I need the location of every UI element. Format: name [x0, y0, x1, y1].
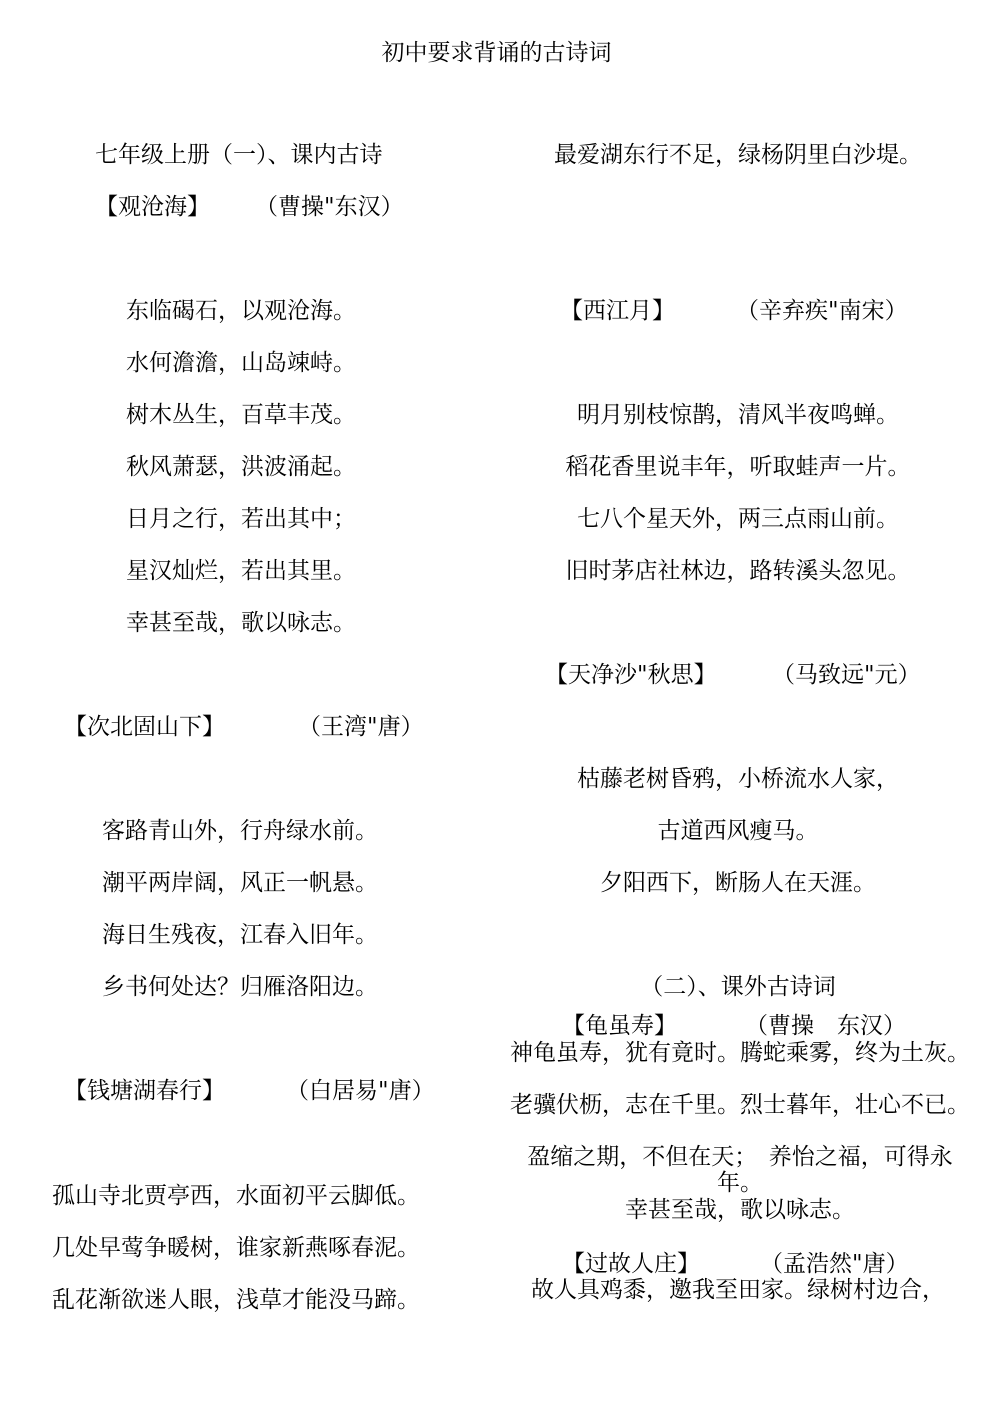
- poem-line: 枯藤老树昏鸦，小桥流水人家，: [577, 766, 899, 792]
- poem-line: 老骥伏枥，志在千里。烈士暮年，壮心不已。: [510, 1092, 970, 1118]
- poem-line: 古道西风瘦马。: [657, 818, 819, 844]
- poem-author: （曹操 东汉）: [745, 1013, 906, 1039]
- poem-title: 【次北固山下】: [64, 714, 225, 740]
- poem-line: 乡书何处达？归雁洛阳边。: [102, 974, 378, 1000]
- poem-line: 孤山寺北贾亭西，水面初平云脚低。: [52, 1183, 420, 1209]
- poem-line: 盈缩之期，不但在天； 养怡之福，可得永年。: [527, 1144, 953, 1196]
- poem-title: 【龟虽寿】: [562, 1013, 677, 1039]
- poem-line: 客路青山外，行舟绿水前。: [102, 818, 378, 844]
- poem-line: 旧时茅店社林边，路转溪头忽见。: [565, 558, 911, 584]
- poem-line: 稻花香里说丰年，听取蛙声一片。: [565, 454, 911, 480]
- poem-line: 日月之行，若出其中；: [126, 506, 356, 532]
- poem-line: 海日生残夜，江春入旧年。: [102, 922, 378, 948]
- poem-title: 【西江月】: [560, 298, 675, 324]
- poem-title: 【钱塘湖春行】: [64, 1078, 225, 1104]
- poem-title: 【过故人庄】: [562, 1251, 700, 1277]
- poem-line: 最爱湖东行不足，绿杨阴里白沙堤。: [554, 142, 922, 168]
- poem-line: 星汉灿烂，若出其里。: [126, 558, 356, 584]
- poem-author: （马致远"元）: [772, 662, 921, 688]
- poem-line: 潮平两岸阔，风正一帆悬。: [102, 870, 378, 896]
- poem-line: 神龟虽寿，犹有竟时。腾蛇乘雾，终为土灰。: [510, 1040, 970, 1066]
- section-heading: （二）、课外古诗词: [640, 974, 836, 1000]
- poem-line: 幸甚至哉，歌以咏志。: [625, 1197, 855, 1223]
- poem-title: 【天净沙"秋思】: [545, 662, 717, 688]
- poem-author: （孟浩然"唐）: [760, 1251, 909, 1277]
- poem-line: 树木丛生，百草丰茂。: [126, 402, 356, 428]
- section-heading: 七年级上册（一）、课内古诗: [95, 142, 383, 168]
- poem-author: （白居易"唐）: [286, 1078, 435, 1104]
- poem-author: （王湾"唐）: [298, 714, 424, 740]
- poem-author: （曹操"东汉）: [255, 194, 404, 220]
- poem-line: 明月别枝惊鹊，清风半夜鸣蝉。: [577, 402, 899, 428]
- page-title: 初中要求背诵的古诗词: [381, 40, 612, 66]
- poem-line: 水何澹澹，山岛竦峙。: [126, 350, 356, 376]
- poem-line: 秋风萧瑟，洪波涌起。: [126, 454, 356, 480]
- poem-line: 七八个星天外，两三点雨山前。: [577, 506, 899, 532]
- poem-title: 【观沧海】: [95, 194, 210, 220]
- poem-line: 东临碣石，以观沧海。: [126, 298, 356, 324]
- poem-line: 故人具鸡黍，邀我至田家。绿树村边合，: [531, 1277, 945, 1303]
- poem-line: 夕阳西下，断肠人在天涯。: [600, 870, 876, 896]
- poem-line: 几处早莺争暖树，谁家新燕啄春泥。: [52, 1235, 420, 1261]
- poem-line: 乱花渐欲迷人眼，浅草才能没马蹄。: [52, 1287, 420, 1313]
- poem-author: （辛弃疾"南宋）: [736, 298, 908, 324]
- poem-line: 幸甚至哉，歌以咏志。: [126, 610, 356, 636]
